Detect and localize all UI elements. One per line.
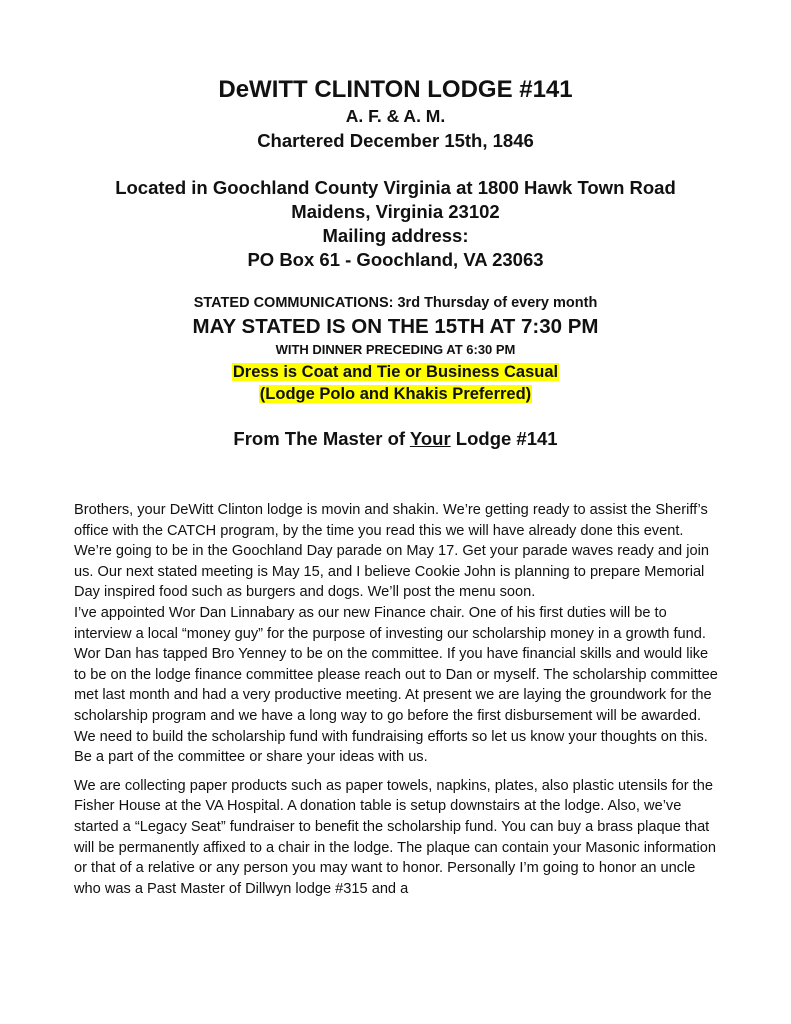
- may-stated-notice: MAY STATED IS ON THE 15TH AT 7:30 PM: [192, 315, 599, 338]
- dress-code: [0, 361, 791, 405]
- paragraph: We are collecting paper products such as paper towels, napkins, plates, also plastic utensils for the Fisher House at the VA Hospital. A donation table is setup downstairs at the lodge. Also, we’ve started a “Legacy Seat” fundraiser to benefit the scholarship fund. You can buy a brass plaque that will be permanently affixed to a chair in the lodge. The plaque can contain your Masonic information or that of a relative or any person you may want to honor. Personally I’m going to honor an uncle who was a Past Master of Dillwyn lodge #315 and a: [74, 777, 716, 897]
- mailing-label: Mailing address:: [322, 225, 469, 246]
- heading-prefix: From The Master of: [233, 428, 410, 449]
- stated-communications: [0, 295, 791, 311]
- location-line: Located in Goochland County Virginia at 1800 Hawk Town Road: [115, 177, 676, 198]
- location-block: [0, 176, 791, 272]
- lodge-order: A. F. & A. M.: [345, 106, 446, 126]
- stated-label: STATED COMMUNICATIONS:: [193, 295, 394, 311]
- paragraph: I’ve appointed Wor Dan Linnabary as our new Finance chair. One of his first duties will be to interview a local “money guy” for the purpose of investing our scholarship money in a growth fund. Wor Dan has tapped Bro Yenney to be on the committee. If you have financial skills and would like to be on the lodge finance committee please reach out to Dan or myself. The scholarship committee met last month and had a very productive meeting. At present we are laying the groundwork for the scholarship program and we have a long way to go before the first disbursement will be awarded. We need to build the scholarship fund with fundraising efforts so let us know your thoughts on this. Be a part of the committee or share your ideas with us.: [74, 604, 718, 766]
- message-heading: [0, 428, 791, 450]
- heading-underlined-word: Your: [409, 428, 451, 449]
- paragraph: Brothers, your DeWitt Clinton lodge is movin and shakin. We’re getting ready to assist the Sheriff’s office with the CATCH program, by the time you read this we will have already done this event. We’re going to be in the Goochland Day parade on May 17. Get your parade waves ready and join us. Our next stated meeting is May 15, and I believe Cookie John is planning to prepare Memorial Day inspired food such as burgers and dogs. We’ll post the menu soon.: [74, 502, 709, 601]
- chartered-date: Chartered December 15th, 1846: [257, 130, 534, 151]
- mailing-address: PO Box 61 - Goochland, VA 23063: [247, 249, 544, 270]
- lodge-title: DeWITT CLINTON LODGE #141: [218, 76, 573, 103]
- dinner-notice: WITH DINNER PRECEDING AT 6:30 PM: [275, 342, 516, 357]
- message-body: [74, 500, 724, 899]
- stated-value: 3rd Thursday of every month: [393, 295, 598, 311]
- dress-code-line1: Dress is Coat and Tie or Business Casual: [232, 363, 559, 381]
- heading-suffix: Lodge #141: [450, 428, 558, 449]
- city-line: Maidens, Virginia 23102: [291, 201, 500, 222]
- dress-code-line2: (Lodge Polo and Khakis Preferred): [259, 385, 532, 403]
